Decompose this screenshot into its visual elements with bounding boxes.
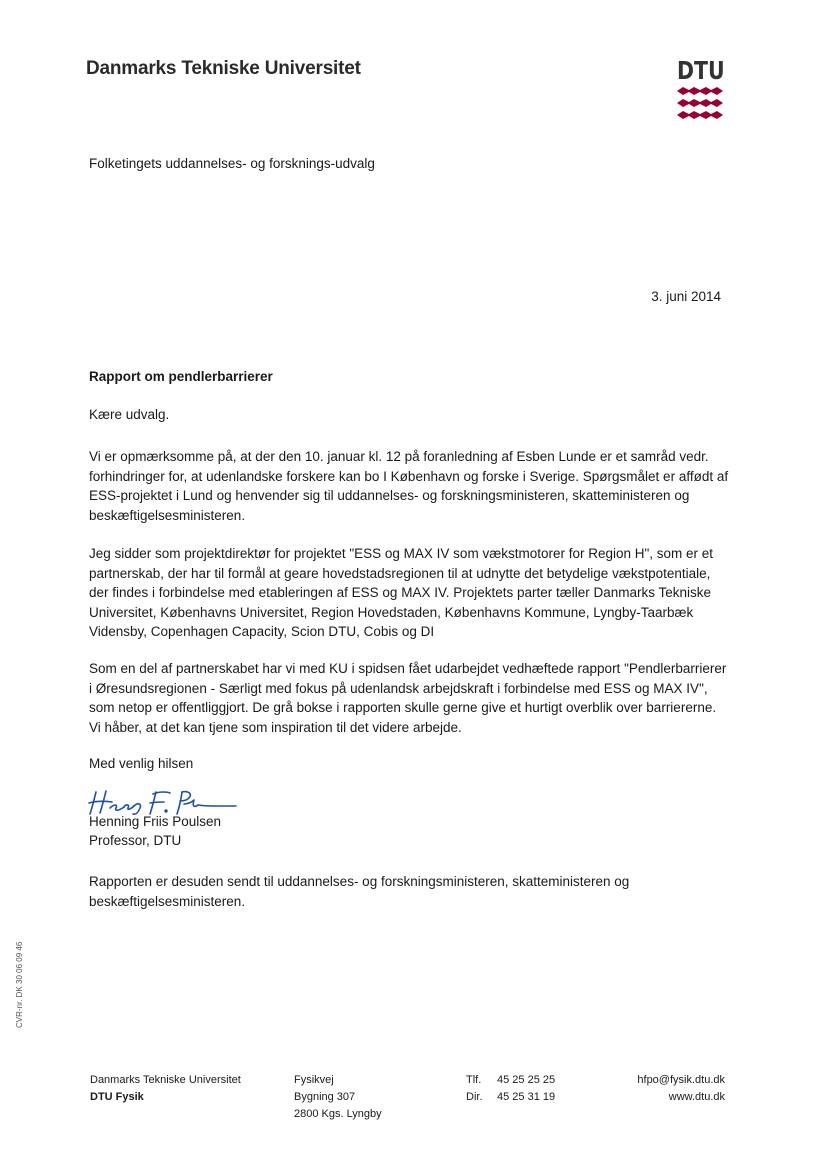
footer-phones: [466, 1072, 555, 1106]
paragraph-2: Jeg sidder som projektdirektør for projektet "ESS og MAX IV som vækstmotorer for Region H", som er et partnerskab, der har til formål at geare hovedstadsregionen til at udnytte det betydelige vækstpotentiale, der findes i forbindelse med etableringen af ESS og MAX IV. Projektets parter tæller Danmarks Tekniske Universitet, Københavns Universitet, Region Hovedstaden, Københavns Kommune, Lyngby-Taarbæk Vidensby, Copenhagen Capacity, Scion DTU, Cobis og DI: [89, 546, 714, 639]
closing: Med venlig hilsen: [89, 756, 194, 771]
university-name: Danmarks Tekniske Universitet: [86, 58, 361, 79]
footer-address: [294, 1072, 382, 1123]
dtu-logo-mark-icon: [677, 86, 723, 122]
paragraph-4: Rapporten er desuden sendt til uddannelses- og forskningsministeren, skatteministeren og beskæftigelsesministeren.: [89, 874, 630, 909]
signer-name: Henning Friis Poulsen: [89, 814, 222, 829]
footer-email: hfpo@fysik.dtu.dk: [637, 1074, 725, 1086]
footer-direct: 45 25 31 19: [497, 1091, 556, 1103]
footer-city: 2800 Kgs. Lyngby: [294, 1108, 382, 1120]
footer-building: Bygning 307: [294, 1091, 356, 1103]
footer-phone-label: Tlf.: [466, 1074, 482, 1086]
footer-direct-row: [466, 1089, 555, 1106]
cvr-number: CVR-nr. DK 30 06 09 46: [15, 941, 24, 1028]
footer-street: Fysikvej: [294, 1074, 334, 1086]
paragraph-1: Vi er opmærksomme på, at der den 10. januar kl. 12 på foranledning af Esben Lunde er et samråd vedr. forhindringer for, at udenlandske forskere kan bo I København og forske i Sverige. Spørgsmålet er affødt af ESS-projektet i Lund og henvender sig til uddannelses- og forskningsministeren, skatteministeren og beskæftigelsesministeren.: [89, 449, 729, 523]
letter-subject: Rapport om pendlerbarrierer: [89, 369, 273, 384]
dtu-logo-text: DTU: [677, 56, 725, 85]
dtu-logo: [672, 56, 728, 126]
salutation: Kære udvalg.: [89, 407, 170, 422]
footer-dept: DTU Fysik: [90, 1091, 144, 1103]
footer-org: Danmarks Tekniske Universitet: [90, 1074, 241, 1086]
footer-web: www.dtu.dk: [668, 1091, 725, 1103]
footer-direct-label: Dir.: [466, 1091, 483, 1103]
signer-title: Professor, DTU: [89, 833, 182, 848]
footer-organisation: [90, 1072, 241, 1106]
footer-contact: [590, 1072, 725, 1106]
footer-phone-row: [466, 1072, 555, 1089]
recipient: Folketingets uddannelses- og forsknings-udvalg: [89, 156, 375, 171]
paragraph-3: Som en del af partnerskabet har vi med KU i spidsen fået udarbejdet vedhæftede rapport "Pendlerbarrierer i Øresundsregionen - Særligt med fokus på udenlandsk arbejdskraft i forbindelse med ESS og MAX IV", som netop er offentliggjort. De grå bokse i rapporten skulle gerne give et hurtigt overblik over barriererne. Vi håber, at det kan tjene som inspiration til det videre arbejde.: [89, 661, 727, 735]
footer-phone: 45 25 25 25: [497, 1074, 556, 1086]
letter-date: 3. juni 2014: [651, 289, 721, 304]
